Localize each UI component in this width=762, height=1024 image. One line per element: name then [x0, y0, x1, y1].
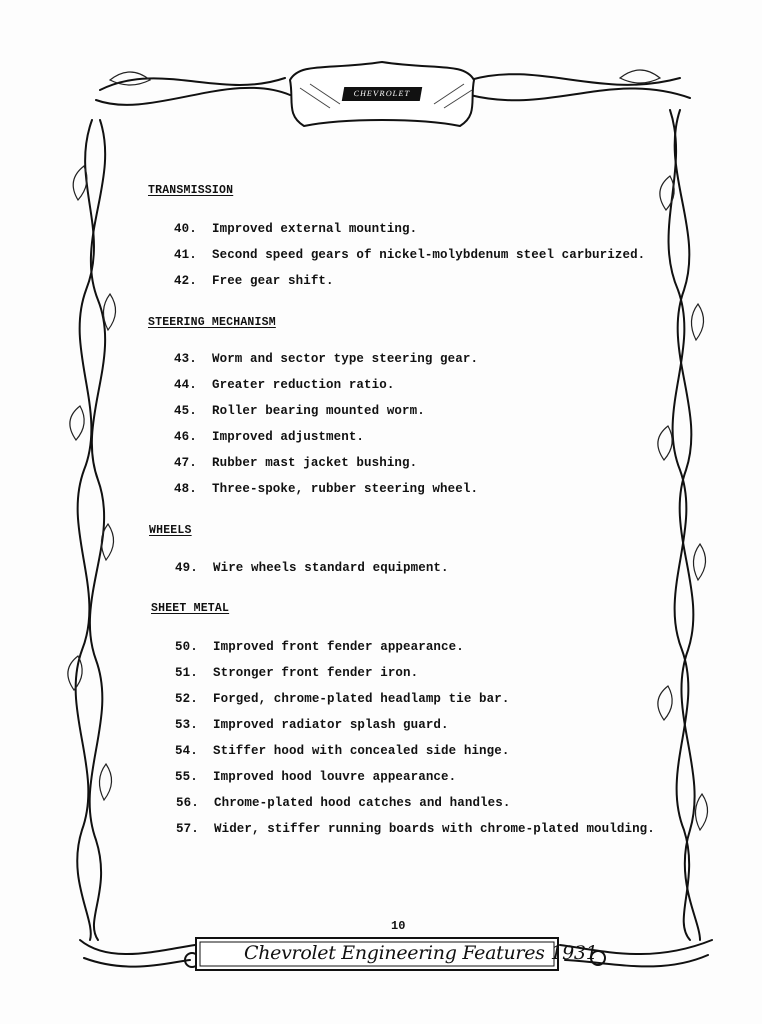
list-item: 41. Second speed gears of nickel-molybdenum steel carburized. — [174, 248, 646, 262]
list-item: 51. Stronger front fender iron. — [175, 666, 419, 680]
section-title-transmission: TRANSMISSION — [148, 184, 234, 197]
chevrolet-bowtie-logo: CHEVROLET — [342, 87, 422, 101]
footer-banner-title: Chevrolet Engineering Features 1931 — [244, 942, 598, 964]
list-item: 40. Improved external mounting. — [174, 222, 418, 236]
list-item: 50. Improved front fender appearance. — [175, 640, 464, 654]
list-item: 47. Rubber mast jacket bushing. — [174, 456, 418, 470]
list-item: 55. Improved hood louvre appearance. — [175, 770, 457, 784]
list-item: 43. Worm and sector type steering gear. — [174, 352, 479, 366]
list-item: 45. Roller bearing mounted worm. — [174, 404, 425, 418]
page-number: 10 — [391, 919, 406, 933]
section-title-sheet-metal: SHEET METAL — [151, 602, 230, 615]
list-item: 44. Greater reduction ratio. — [174, 378, 395, 392]
list-item: 56. Chrome-plated hood catches and handles. — [176, 796, 511, 810]
section-title-wheels: WHEELS — [149, 524, 192, 537]
list-item: 48. Three-spoke, rubber steering wheel. — [174, 482, 479, 496]
list-item: 49. Wire wheels standard equipment. — [175, 561, 449, 575]
list-item: 46. Improved adjustment. — [174, 430, 365, 444]
list-item: 52. Forged, chrome-plated headlamp tie bar. — [175, 692, 510, 706]
section-title-steering-mechanism: STEERING MECHANISM — [148, 316, 276, 329]
list-item: 42. Free gear shift. — [174, 274, 334, 288]
list-item: 53. Improved radiator splash guard. — [175, 718, 449, 732]
list-item: 54. Stiffer hood with concealed side hinge. — [175, 744, 510, 758]
list-item: 57. Wider, stiffer running boards with chrome-plated moulding. — [176, 822, 655, 836]
